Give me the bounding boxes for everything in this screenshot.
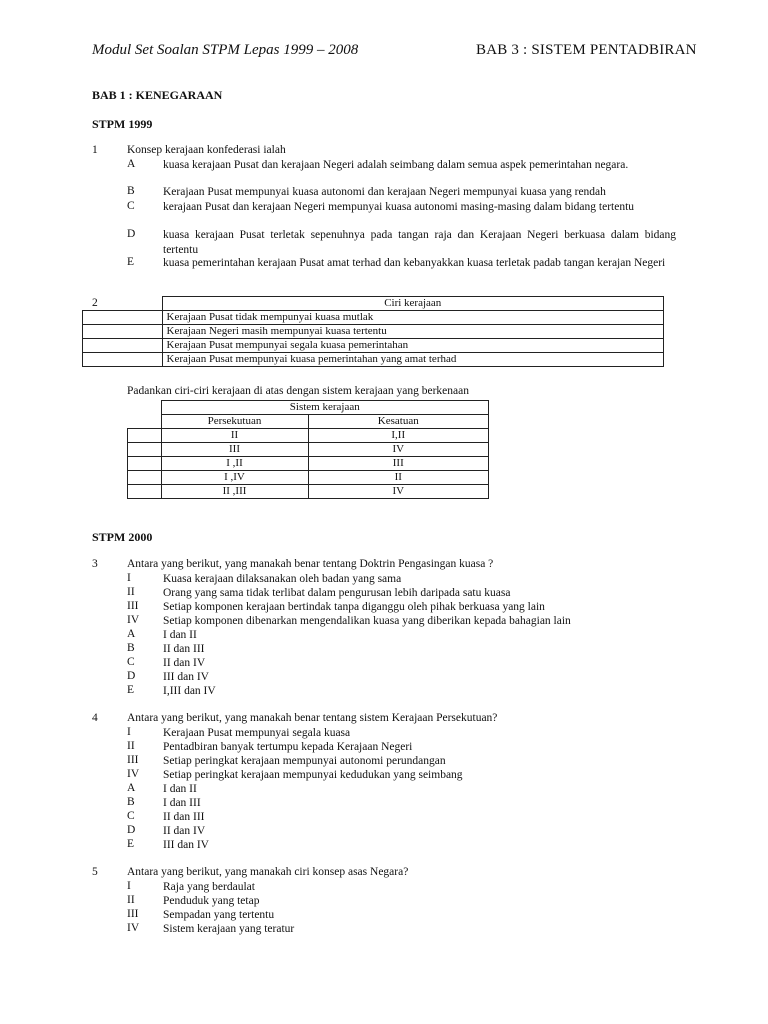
question-number-5: 5 (92, 866, 98, 878)
option-text: III dan IV (163, 839, 209, 851)
table-cell: II (161, 429, 308, 443)
option-text: I,III dan IV (163, 685, 216, 697)
question-stem-4: Antara yang berikut, yang manakah benar tentang sistem Kerajaan Persekutuan? (127, 712, 498, 724)
option-text: I dan II (163, 783, 197, 795)
table-cell: II (308, 471, 489, 485)
chapter-title: BAB 1 : KENEGARAAN (92, 88, 223, 102)
option-label: I (127, 572, 131, 584)
option-text: Raja yang berdaulat (163, 881, 255, 893)
table-row (83, 311, 664, 325)
option-label: A (127, 628, 136, 640)
option-label: B (127, 185, 135, 197)
option-text: kuasa kerajaan Pusat terletak sepenuhnya pada tangan raja dan Kerajaan Negeri berkuasa dalam bidang tertentu (163, 229, 676, 256)
table-cell: Kerajaan Negeri masih mempunyai kuasa tertentu (162, 325, 664, 339)
column-header: Kesatuan (308, 415, 489, 429)
option-label: I (127, 726, 131, 738)
option-text: II dan III (163, 643, 205, 655)
option-text: Kerajaan Pusat mempunyai segala kuasa (163, 727, 351, 739)
option-label: A (127, 158, 136, 170)
table-row (83, 325, 664, 339)
option-label: II (127, 894, 135, 906)
question-stem-3: Antara yang berikut, yang manakah benar tentang Doktrin Pengasingan kuasa ? (127, 558, 494, 570)
option-text: kuasa pemerintahan kerajaan Pusat amat terhad dan kebanyakkan kuasa terletak padab tangan kerajan Negeri (163, 257, 666, 269)
option-label: E (127, 684, 135, 696)
table-cell: III (308, 457, 489, 471)
option-text: Setiap peringkat kerajaan mempunyai autonomi perundangan (163, 755, 446, 767)
table-row (83, 353, 664, 367)
option-label: C (127, 200, 135, 212)
option-label: B (127, 642, 135, 654)
answer-table (127, 400, 489, 499)
question-instruction-2: Padankan ciri-ciri kerajaan di atas dengan sistem kerajaan yang berkenaan (127, 385, 469, 397)
row-label-cell (83, 311, 163, 325)
header-left: Modul Set Soalan STPM Lepas 1999 – 2008 (92, 42, 359, 58)
table-row (128, 471, 489, 485)
option-text: Kerajaan Pusat mempunyai kuasa autonomi dan kerajaan Negeri mempunyai kuasa yang rendah (163, 186, 606, 198)
table-cell: II ,III (161, 485, 308, 499)
row-label-cell (128, 429, 162, 443)
row-label-cell (128, 443, 162, 457)
table-cell: Kerajaan Pusat mempunyai segala kuasa pemerintahan (162, 339, 664, 353)
option-label: IV (127, 614, 140, 626)
table-row (128, 485, 489, 499)
option-text: Setiap peringkat kerajaan mempunyai kedudukan yang seimbang (163, 769, 463, 781)
option-label: IV (127, 768, 140, 780)
row-label-cell (83, 339, 163, 353)
option-text: Setiap komponen kerajaan bertindak tanpa diganggu oleh pihak berkuasa yang lain (163, 601, 545, 613)
header-right: BAB 3 : SISTEM PENTADBIRAN (476, 42, 697, 58)
table-cell: Kerajaan Pusat tidak mempunyai kuasa mutlak (162, 311, 664, 325)
option-text: II dan IV (163, 825, 206, 837)
row-label-cell (128, 471, 162, 485)
option-text: II dan III (163, 811, 205, 823)
option-text: I dan III (163, 797, 201, 809)
option-label: E (127, 838, 135, 850)
option-text: Orang yang sama tidak terlibat dalam pengurusan lebih daripada satu kuasa (163, 587, 511, 599)
section-heading-1999: STPM 1999 (92, 117, 153, 131)
question-number-1: 1 (92, 144, 98, 156)
table-cell: I ,IV (161, 471, 308, 485)
option-text: kerajaan Pusat dan kerajaan Negeri mempunyai kuasa autonomi masing-masing dalam bidang tertentu (163, 201, 635, 213)
option-text: III dan IV (163, 671, 209, 683)
option-label: IV (127, 922, 140, 934)
option-text: Pentadbiran banyak tertumpu kepada Kerajaan Negeri (163, 741, 413, 753)
row-label-cell (128, 485, 162, 499)
option-text: Kuasa kerajaan dilaksanakan oleh badan yang sama (163, 573, 402, 585)
question-number-2: 2 (92, 297, 98, 309)
option-label: II (127, 586, 135, 598)
table-row (83, 339, 664, 353)
table-corner (128, 415, 162, 429)
option-text: I dan II (163, 629, 197, 641)
option-label: D (127, 670, 136, 682)
table-corner (128, 401, 162, 415)
table-row (128, 429, 489, 443)
option-text: Sistem kerajaan yang teratur (163, 923, 295, 935)
option-label: B (127, 796, 135, 808)
column-header: Persekutuan (161, 415, 308, 429)
option-text: II dan IV (163, 657, 206, 669)
question-number-4: 4 (92, 712, 98, 724)
question-stem-1: Konsep kerajaan konfederasi ialah (127, 144, 286, 156)
table-header: Sistem kerajaan (161, 401, 489, 415)
option-label: C (127, 656, 135, 668)
table-row (128, 457, 489, 471)
option-label: III (127, 600, 139, 612)
option-label: D (127, 824, 136, 836)
option-label: A (127, 782, 136, 794)
question-number-3: 3 (92, 558, 98, 570)
option-label: III (127, 754, 139, 766)
table-cell: I,II (308, 429, 489, 443)
table-cell: IV (308, 443, 489, 457)
table-corner (83, 297, 163, 311)
characteristics-table (82, 296, 664, 367)
table-cell: Kerajaan Pusat mempunyai kuasa pemerintahan yang amat terhad (162, 353, 664, 367)
option-text: Penduduk yang tetap (163, 895, 260, 907)
table-row (128, 443, 489, 457)
section-heading-2000: STPM 2000 (92, 530, 153, 544)
option-label: D (127, 228, 136, 240)
table-cell: I ,II (161, 457, 308, 471)
option-text: kuasa kerajaan Pusat dan kerajaan Negeri adalah seimbang dalam semua aspek pemerintahan negara. (163, 159, 629, 171)
row-label-cell (83, 325, 163, 339)
option-text: Setiap komponen dibenarkan mengendalikan kuasa yang diberikan kepada bahagian lain (163, 615, 571, 627)
table-cell: IV (308, 485, 489, 499)
table-header: Ciri kerajaan (162, 297, 664, 311)
row-label-cell (128, 457, 162, 471)
option-text: Sempadan yang tertentu (163, 909, 275, 921)
question-stem-5: Antara yang berikut, yang manakah ciri konsep asas Negara? (127, 866, 409, 878)
row-label-cell (83, 353, 163, 367)
option-label: C (127, 810, 135, 822)
option-label: I (127, 880, 131, 892)
option-label: II (127, 740, 135, 752)
option-label: E (127, 256, 135, 268)
option-label: III (127, 908, 139, 920)
table-cell: III (161, 443, 308, 457)
